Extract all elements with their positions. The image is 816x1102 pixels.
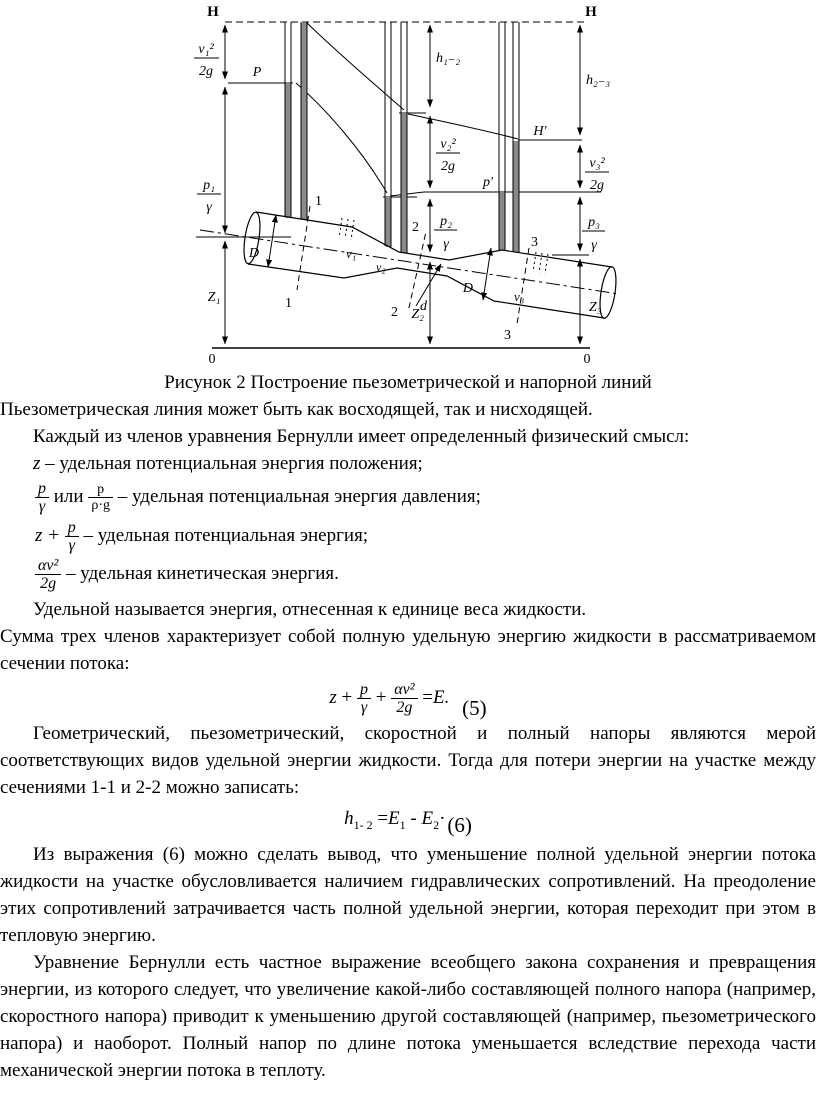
eq6-h-sub: 1- 2 [353,817,373,832]
figure-2-diagram [0,0,816,368]
label-Z3: Z₃ [589,300,602,315]
z-plus: z + [35,524,60,546]
label-D-right: D [462,281,473,296]
label-p1-den: γ [206,200,212,215]
paragraph-specific-energy: Удельной называется энергия, отнесенная к единице веса жидкости. [33,598,587,620]
piezometric-head-lines-drawing [0,0,816,368]
label-p3-num: p₃ [588,215,600,230]
label-section1-bottom: 1 [285,296,292,311]
figure-caption: Рисунок 2 Построение пьезометрической и напорной линий [164,372,652,393]
label-h12: h₁₋₂ [436,51,461,66]
label-zero-left: 0 [208,352,216,367]
eq6-E2-sub: 2 [433,817,440,832]
label-section3-top: 3 [531,235,538,250]
kinetic-description: – удельная кинетическая энергия. [66,563,339,585]
eq5-equals: = [422,686,433,708]
equation-6 [0,805,816,837]
paragraph-sum-of-terms: Сумма трех членов характеризует собой полную удельную энергию жидкости в рассматриваемом сечении потока: [0,625,816,674]
piezometric-line [296,83,387,193]
eq5-frac-alpha: $\frac{\text{αv²}}{2g}$ [391,681,417,717]
eq6-h: h [344,808,354,830]
label-v2-head-num: v₂² [440,137,456,152]
label-v3-head-den: 2g [590,178,604,193]
eq5-E: E. [433,686,450,708]
eq6-minus: - [410,808,417,830]
fraction-p-over-rho-g: $\frac{p}{\rho\cdot g}$ [88,482,113,513]
eq6-dot: · [439,808,446,830]
or-word: или [53,486,84,508]
label-v3-head-num: v₃² [589,156,605,171]
head-line [306,22,404,110]
pipe-axis [200,230,616,294]
z-description: – удельная потенциальная энергия положения; [40,453,423,474]
fraction-p-over-gamma-2: $\frac{p}{\gamma}$ [65,519,79,555]
line-potential-term [35,519,816,555]
label-p3-den: γ [591,238,597,253]
label-p-prime: p′ [482,175,494,190]
label-v1: v₁ [346,246,357,261]
label-v3: v₃ [514,289,525,304]
label-Z2: Z₂ [411,307,424,322]
label-Z1: Z₁ [207,290,221,305]
label-v2-head-den: 2g [441,159,455,174]
label-v2: v₂ [376,260,386,274]
label-section1-top: 1 [315,194,322,209]
fraction-p-over-gamma: $\frac{p}{\gamma}$ [35,480,49,516]
label-p2-den: γ [443,237,449,252]
pressure-description: – удельная потенциальная энергия давления; [117,486,481,508]
label-H-right: H [585,4,597,20]
eq5-frac-p-gamma: $\frac{p}{\gamma}$ [357,681,371,717]
label-v1-head-num: v₁² [198,42,214,57]
label-D-left: D [248,246,259,261]
eq6-E1-sub: 1 [399,817,406,832]
eq5-z: z [329,686,337,708]
label-H-left: H [207,4,219,20]
eq6-number: (6) [447,813,472,838]
label-h23: h₂₋₃ [586,73,611,88]
line-pressure-term [35,480,816,516]
label-P: P [252,65,262,80]
eq5-number: (5) [462,695,487,720]
label-H-prime: H′ [533,124,547,139]
label-section3-bottom: 3 [504,328,511,343]
label-p1-num: p₁ [203,178,215,193]
line-z-term [0,450,816,477]
eq5-plus1: + [341,686,353,708]
head-line-2 [408,114,518,139]
label-p2-num: p₂ [440,214,452,229]
label-d-throat: d [420,299,427,314]
tube-liquid-columns [286,23,519,253]
fraction-alpha-v2-over-2g: $\frac{\text{αv²}}{2g}$ [35,557,61,593]
eq6-E1: E [388,808,400,830]
equation-5 [0,680,816,720]
paragraph-bernoulli-conservation: Уравнение Бернулли есть частное выражение всеобщего закона сохранения и превращения энергии, из которого следует, что увеличение какой-либо составляющей полного напора (например, скоростного напора) приводит к уменьшению другой составляющей (например, пьезометрического напора) и наоборот. Полный напор по длине потока уменьшается вследствие перехода части механической энергии потока в теплоту. [0,951,816,1081]
eq5-plus2: + [375,686,387,708]
label-zero-right: 0 [583,352,591,367]
paragraph-conclusion-6: Из выражения (6) можно сделать вывод, что уменьшение полной удельной энергии потока жидкости на участке обусловливается наличием гидравлических сопротивлений. На преодоление этих сопротивлений затрачивается часть полной удельной энергии, которая переходит при этом в тепловую энергию. [0,843,816,946]
paragraph-head-types: Геометрический, пьезометрический, скоростной и полный напоры являются мерой соответствующих видов удельной энергии жидкости. Тогда для потери энергии на участке между сечениями 1-1 и 2-2 можно записать: [0,723,816,799]
z-symbol: z [33,453,41,474]
paragraph-piezometric-line: Пьезометрическая линия может быть как восходящей, так и нисходящей. [0,399,593,420]
paragraph-bernoulli-terms: Каждый из членов уравнения Бернулли имеет определенный физический смысл: [33,426,690,447]
line-kinetic-term [35,557,816,593]
eq6-equals: = [377,808,389,830]
eq6-E2: E [421,808,434,830]
label-section2-bottom: 2 [391,305,398,320]
potential-description: – удельная потенциальная энергия; [83,524,369,546]
label-section2-top: 2 [412,220,419,235]
label-v1-head-den: 2g [199,64,213,79]
